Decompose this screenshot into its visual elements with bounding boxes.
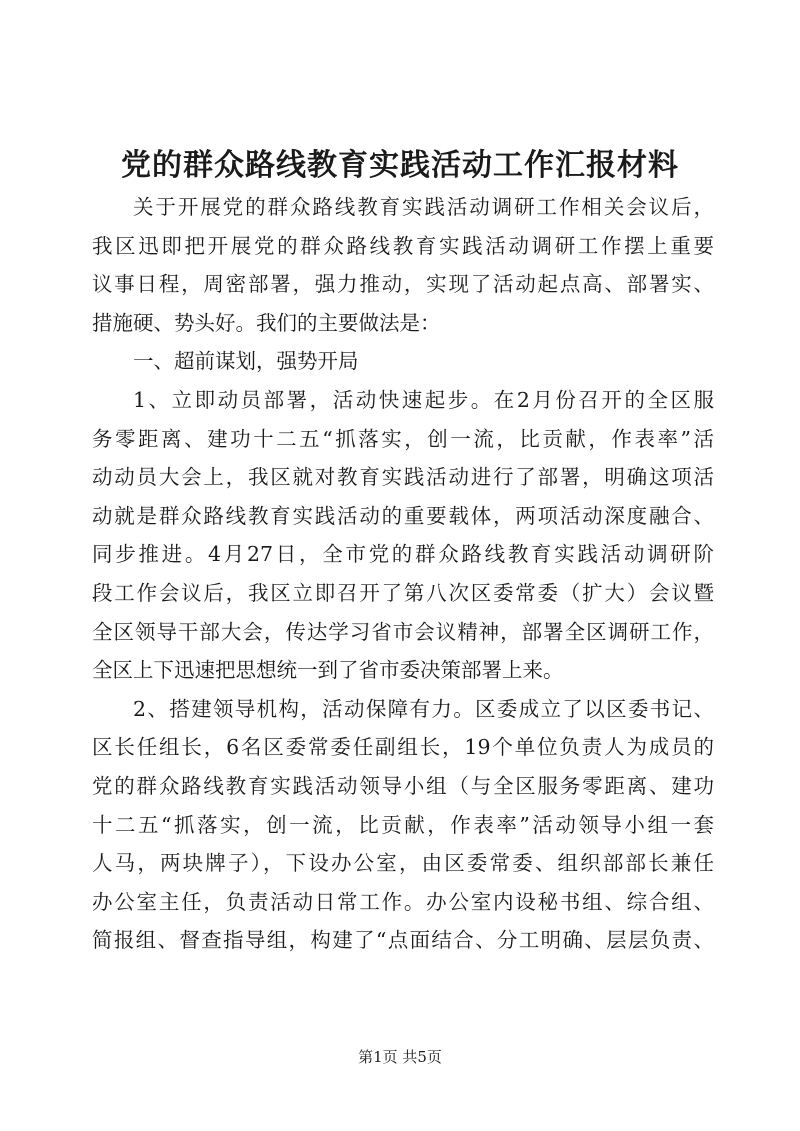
text-line: 简报组、督查指导组，构建了“点面结合、分工明确、层层负责、 — [92, 928, 714, 953]
text-line: 办公室主任，负责活动日常工作。办公室内设秘书组、综合组、 — [92, 889, 714, 914]
text-line: 务零距离、建功十二五“抓落实，创一流，比贡献，作表率”活 — [92, 426, 714, 451]
text-line: 我区迅即把开展党的群众路线教育实践活动调研工作摆上重要 — [92, 233, 714, 258]
text-line: 段工作会议后，我区立即召开了第八次区委常委（扩大）会议暨 — [92, 580, 714, 605]
text-line: 同步推进。4月27日，全市党的群众路线教育实践活动调研阶 — [92, 542, 714, 567]
text-line: 关于开展党的群众路线教育实践活动调研工作相关会议后， — [133, 195, 714, 219]
text-line: 动动员大会上，我区就对教育实践活动进行了部署，明确这项活 — [92, 465, 714, 490]
text-line: 议事日程，周密部署，强力推动，实现了活动起点高、部署实、 — [92, 272, 714, 297]
text-line: 全区领导干部大会，传达学习省市会议精神，部署全区调研工作， — [92, 619, 714, 644]
text-line: 人马，两块牌子），下设办公室，由区委常委、组织部部长兼任 — [92, 851, 714, 876]
text-line: 区长任组长，6名区委常委任副组长，19个单位负责人为成员的 — [92, 735, 714, 760]
text-line: 1、立即动员部署，活动快速起步。在2月份召开的全区服 — [133, 387, 714, 412]
text-line: 党的群众路线教育实践活动领导小组（与全区服务零距离、建功 — [92, 773, 714, 798]
text-line: 全区上下迅速把思想统一到了省市委决策部署上来。 — [92, 658, 564, 683]
document-body — [92, 188, 714, 960]
text-line: 动就是群众路线教育实践活动的重要载体，两项活动深度融合、 — [92, 503, 714, 528]
text-line: 2、搭建领导机构，活动保障有力。区委成立了以区委书记、 — [133, 696, 714, 721]
page-number-footer: 第1页 共5页 — [358, 1048, 442, 1066]
section-heading: 一、超前谋划，强势开局 — [133, 349, 359, 374]
document-title: 党的群众路线教育实践活动工作汇报材料 — [121, 148, 679, 183]
text-line: 措施硬、势头好。我们的主要做法是： — [92, 310, 441, 335]
text-line: 十二五“抓落实，创一流，比贡献，作表率”活动领导小组一套 — [92, 812, 714, 837]
